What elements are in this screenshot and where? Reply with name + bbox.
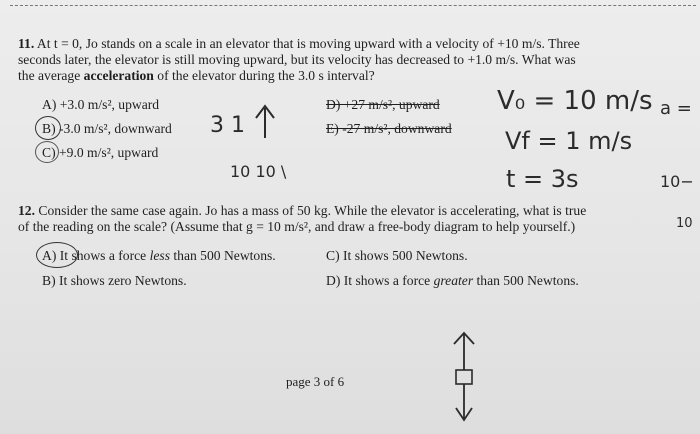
q11-line3: [18, 68, 375, 84]
q12-text-1: Consider the same case again. Jo has a mass of 50 kg. While the elevator is accelerating, what is true: [38, 203, 587, 218]
q11-line3-pre: the average: [18, 68, 84, 83]
q11-choice-b-circle-mark: [35, 116, 61, 140]
up-arrow-icon: [250, 102, 280, 142]
q11-text-1: At t = 0, Jo stands on a scale in an elevator that is moving upward with a velocity of +10 m/s. Three: [36, 36, 580, 51]
note-right-10: 10: [676, 216, 693, 231]
q12-number: 12.: [18, 203, 35, 218]
q11-line1: [18, 36, 580, 52]
page-number-label: page 3 of 6: [286, 374, 345, 389]
q11-choice-b[interactable]: B) -3.0 m/s², downward: [42, 121, 172, 136]
q12-choice-c[interactable]: C) It shows 500 Newtons.: [326, 248, 468, 263]
note-right-10-top: 10−: [660, 172, 694, 191]
q11-choice-d[interactable]: D) +27 m/s², upward: [326, 97, 440, 112]
q11-choice-e[interactable]: E) -27 m/s², downward: [326, 121, 452, 136]
q11-line3-bold: acceleration: [83, 68, 154, 83]
q12-choice-a-post: than 500 Newtons.: [169, 248, 276, 263]
q12-choice-b[interactable]: B) It shows zero Newtons.: [42, 273, 187, 288]
note-1010: 10 10 \: [230, 162, 287, 181]
q11-number: 11.: [18, 36, 35, 51]
q11-line3-post: of the elevator during the 3.0 s interval?: [153, 68, 375, 83]
note-t: t = 3s: [506, 165, 579, 193]
q12-choice-d[interactable]: [326, 273, 579, 289]
note-a: a =: [660, 98, 692, 119]
q11-choice-c[interactable]: C) +9.0 m/s², upward: [42, 145, 159, 160]
free-body-diagram-sketch: [442, 330, 486, 425]
q12-line2: of the reading on the scale? (Assume that g = 10 m/s², and draw a free-body diagram to help yourself.): [18, 219, 576, 234]
q12-line1: [18, 203, 586, 219]
q11-line2: seconds later, the elevator is still moving upward, but its velocity has decreased to +1.0 m/s. What was: [18, 52, 576, 67]
note-v0: V₀ = 10 m/s: [497, 86, 653, 116]
q12-choice-a-circle-mark: [36, 242, 78, 268]
q12-choice-d-pre: D) It shows a force: [326, 273, 434, 288]
note-31: 3 1: [210, 113, 245, 138]
note-vf: Vf = 1 m/s: [505, 127, 633, 155]
q12-choice-a-pre: A) It shows a force: [42, 248, 150, 263]
q11-choice-c-circle-mark: [35, 141, 59, 163]
q12-choice-d-em: greater: [433, 273, 474, 288]
q12-choice-a-em: less: [149, 248, 170, 263]
q12-choice-d-post: than 500 Newtons.: [473, 273, 579, 288]
page-top-dashed-rule: [10, 5, 696, 6]
q11-choice-a[interactable]: A) +3.0 m/s², upward: [42, 97, 160, 112]
